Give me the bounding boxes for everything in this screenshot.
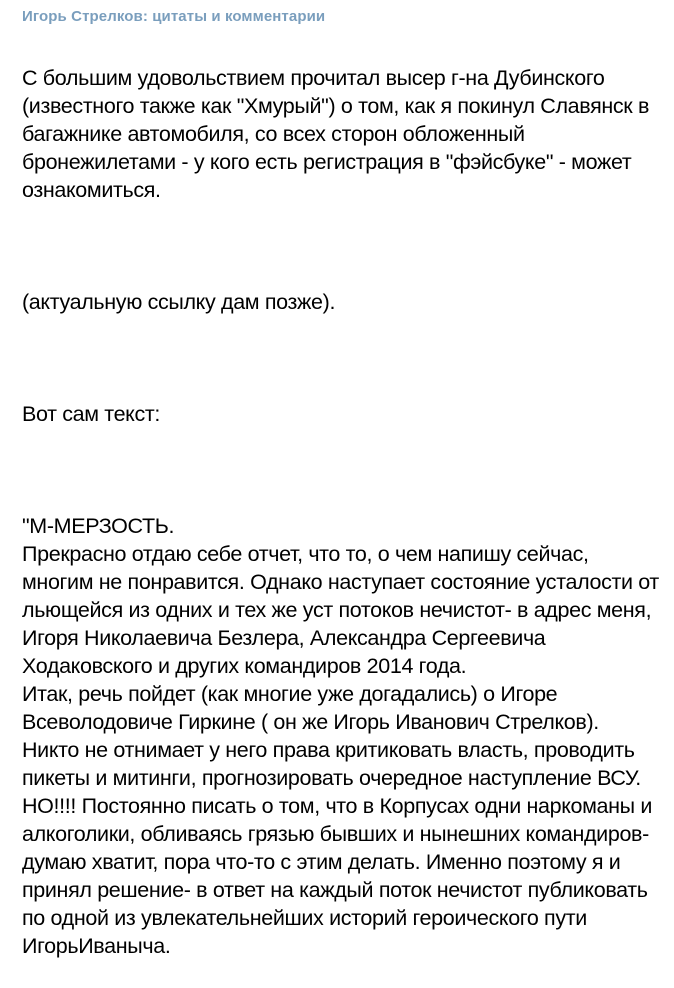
- message-paragraph: С большим удовольствием прочитал высер г-на Дубинского (известного также как "Хмурый") о том, как я покинул Славянск в багажнике автомобиля, со всех сторон обложенный бронежилетами - у кого есть регистрация в "фэйсбуке" - может ознакомиться.: [22, 66, 650, 202]
- message-text: [22, 36, 660, 988]
- paragraph-gap: [22, 456, 660, 484]
- message-paragraph: Вот сам текст:: [22, 402, 160, 426]
- message-paragraph: (актуальную ссылку дам позже).: [22, 290, 336, 314]
- paragraph-gap: [22, 232, 660, 260]
- quoted-text: "М-МЕРЗОСТЬ. Прекрасно отдаю себе отчет, что то, о чем напишу сейчас, многим не понравится. Однако наступает состояние усталости от льющейся из одних и тех же уст потоков нечистот- в адрес меня, Игоря Николаевича Безлера, Александра Сергеевича Ходаковского и других командиров 2014 года. Итак, речь пойдет (как многие уже догадались) о Игоре Всеволодовиче Гиркине ( он же Игорь Иванович Стрелков). Никто не отнимает у него права критиковать власть, проводить пикеты и митинги, прогнозировать очередное наступление ВСУ. НО!!!! Постоянно писать о том, что в Корпусах одни наркоманы и алкоголики, обливаясь грязью бывших и нынешних командиров- думаю хватит, пора что-то с этим делать. Именно поэтому я и принял решение- в ответ на каждый поток нечистот публиковать по одной из увлекательнейших историй героического пути ИгорьИваныча.: [22, 514, 659, 958]
- paragraph-gap: [22, 344, 660, 372]
- channel-name[interactable]: Игорь Стрелков: цитаты и комментарии: [22, 8, 326, 25]
